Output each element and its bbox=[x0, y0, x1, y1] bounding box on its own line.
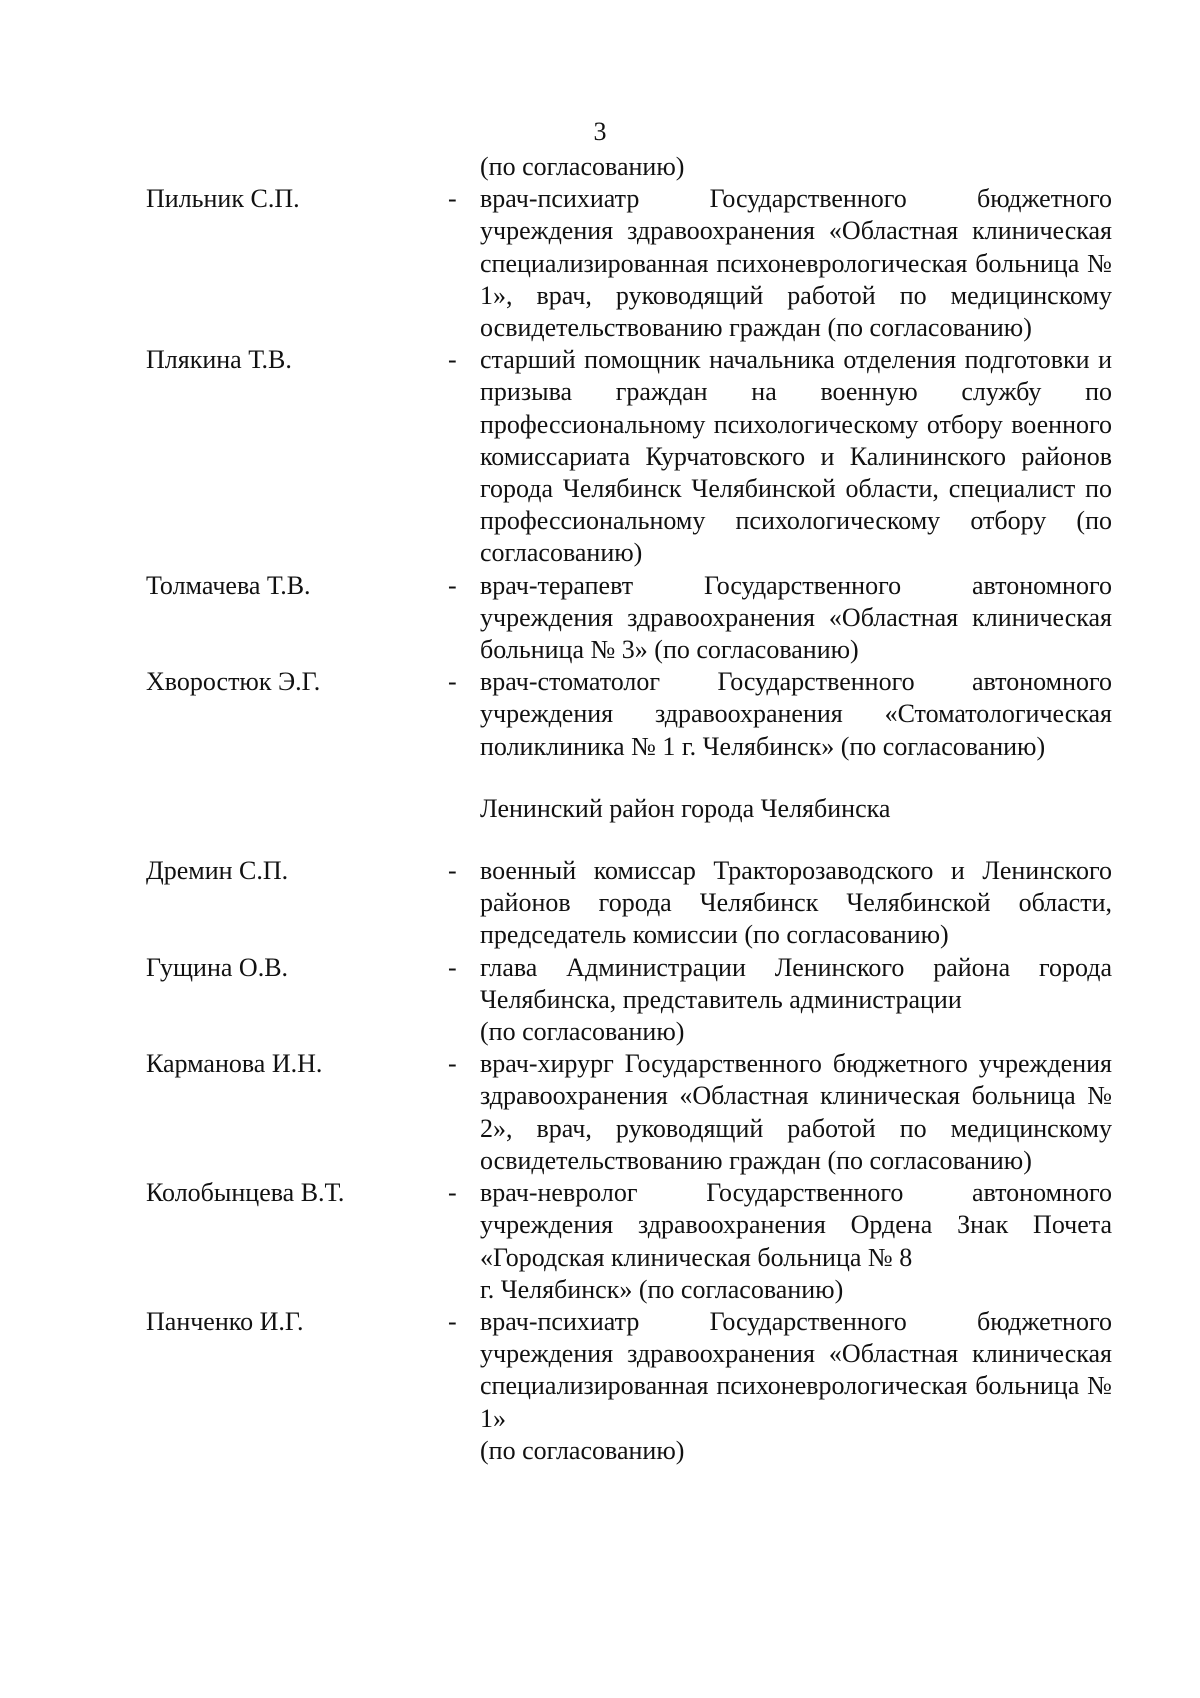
member-name: Плякина Т.В. bbox=[146, 345, 292, 375]
document-body bbox=[0, 151, 1200, 1467]
list-item bbox=[0, 952, 1200, 1049]
member-name: Толмачева Т.В. bbox=[146, 570, 311, 600]
member-position: врач-психиатр Государственного бюджетного учреждения здравоохранения «Областная клиническая специализированная психоневрологическая больница № 1» (по согласованию) bbox=[480, 1306, 1112, 1465]
list-item bbox=[0, 1048, 1200, 1177]
dash-separator: - bbox=[448, 952, 457, 982]
list-item bbox=[0, 855, 1200, 952]
member-name: Карманова И.Н. bbox=[146, 1049, 323, 1079]
member-name: Хворостюк Э.Г. bbox=[146, 667, 321, 697]
member-position: врач-стоматолог Государственного автономного учреждения здравоохранения «Стоматологическая поликлиника № 1 г. Челябинск» (по согласованию) bbox=[480, 667, 1112, 761]
member-position: глава Администрации Ленинского района города Челябинска, представитель администрации (по согласованию) bbox=[480, 952, 1112, 1047]
member-position: старший помощник начальника отделения подготовки и призыва граждан на военную службу по профессиональному психологическому отбору военного комиссариата Курчатовского и Калининского районов города Челябинск Челябинской области, специалист по профессиональному психологическому отбору (по согласованию) bbox=[480, 345, 1112, 568]
page-number: 3 bbox=[593, 117, 607, 146]
list-item bbox=[0, 666, 1200, 763]
member-name: Панченко И.Г. bbox=[146, 1306, 304, 1336]
section-heading: Ленинский район города Челябинска bbox=[480, 793, 891, 823]
member-position: врач-невролог Государственного автономного учреждения здравоохранения Ордена Знак Почета «Городская клиническая больница № 8 г. Челябинск» (по согласованию) bbox=[480, 1178, 1112, 1304]
member-position: военный комиссар Тракторозаводского и Ленинского районов города Челябинск Челябинской области, председатель комиссии (по согласованию) bbox=[480, 856, 1112, 950]
dash-separator: - bbox=[448, 345, 457, 375]
list-item bbox=[0, 183, 1200, 344]
list-item bbox=[0, 1177, 1200, 1306]
dash-separator: - bbox=[448, 1049, 457, 1079]
continuation-text: (по согласованию) bbox=[480, 152, 685, 181]
member-position: врач-терапевт Государственного автономного учреждения здравоохранения «Областная клиническая больница № 3» (по согласованию) bbox=[480, 570, 1112, 665]
dash-separator: - bbox=[448, 184, 457, 214]
member-position: врач-хирург Государственного бюджетного учреждения здравоохранения «Областная клиническая больница № 2», врач, руководящий работой по медицинскому освидетельствованию граждан (по согласованию) bbox=[480, 1049, 1112, 1175]
dash-separator: - bbox=[448, 1306, 457, 1336]
list-item bbox=[0, 1306, 1200, 1467]
dash-separator: - bbox=[448, 570, 457, 600]
list-item bbox=[0, 570, 1200, 667]
dash-separator: - bbox=[448, 667, 457, 697]
member-name: Дремин С.П. bbox=[146, 856, 289, 886]
list-item bbox=[0, 344, 1200, 569]
member-name: Колобынцева В.Т. bbox=[146, 1178, 345, 1208]
member-name: Гущина О.В. bbox=[146, 952, 289, 982]
member-name: Пильник С.П. bbox=[146, 184, 300, 214]
member-position: врач-психиатр Государственного бюджетного учреждения здравоохранения «Областная клиническая специализированная психоневрологическая больница № 1», врач, руководящий работой по медицинскому освидетельствованию граждан (по согласованию) bbox=[480, 184, 1112, 343]
dash-separator: - bbox=[448, 1178, 457, 1208]
dash-separator: - bbox=[448, 856, 457, 886]
